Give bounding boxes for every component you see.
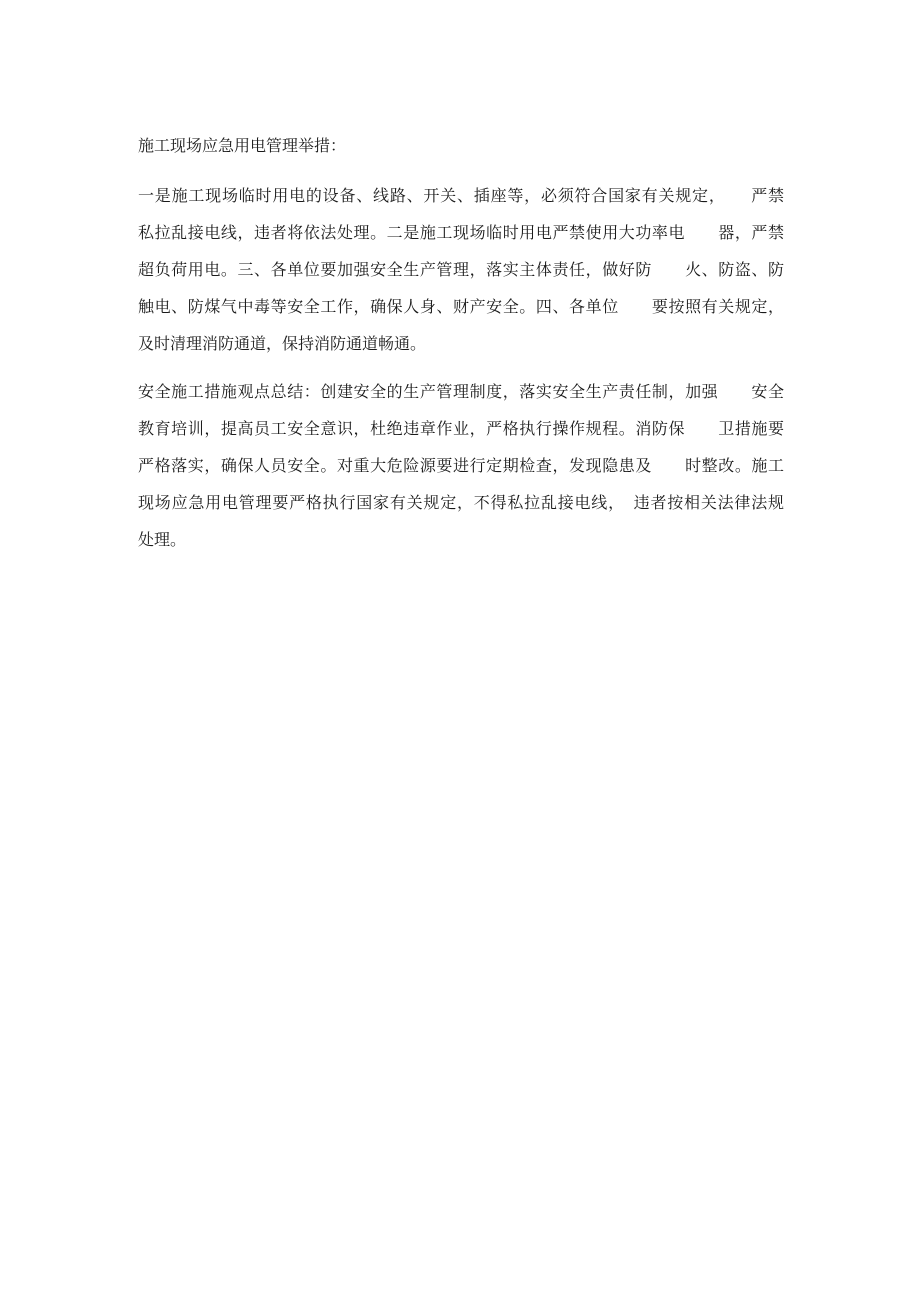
paragraph-emergency-power	[138, 177, 784, 362]
document-body	[138, 128, 784, 558]
paragraph-line: 触电、防煤气中毒等安全工作，确保人身、财产安全。四、各单位 要按照有关规定，	[138, 297, 784, 316]
paragraph-line: 一是施工现场临时用电的设备、线路、开关、插座等，必须符合国家有关规定， 严禁	[138, 186, 784, 205]
paragraph-line: 严格落实，确保人员安全。对重大危险源要进行定期检查，发现隐患及 时整改。施工	[138, 456, 784, 475]
paragraph-line: 安全施工措施观点总结：创建安全的生产管理制度，落实安全生产责任制，加强 安全	[138, 382, 784, 401]
paragraph-line: 超负荷用电。三、各单位要加强安全生产管理，落实主体责任，做好防 火、防盗、防	[138, 260, 784, 279]
paragraph-line: 教育培训，提高员工安全意识，杜绝违章作业，严格执行操作规程。消防保 卫措施要	[138, 419, 784, 438]
paragraph-safety-summary	[138, 373, 784, 558]
paragraph-line: 及时清理消防通道，保持消防通道畅通。	[138, 334, 427, 353]
paragraph-line: 私拉乱接电线，违者将依法处理。二是施工现场临时用电严禁使用大功率电 器，严禁	[138, 223, 784, 242]
document-heading: 施工现场应急用电管理举措：	[138, 136, 347, 155]
paragraph-line: 现场应急用电管理要严格执行国家有关规定，不得私拉乱接电线， 违者按相关法律法规	[138, 493, 784, 512]
paragraph-line: 处理。	[138, 530, 187, 549]
